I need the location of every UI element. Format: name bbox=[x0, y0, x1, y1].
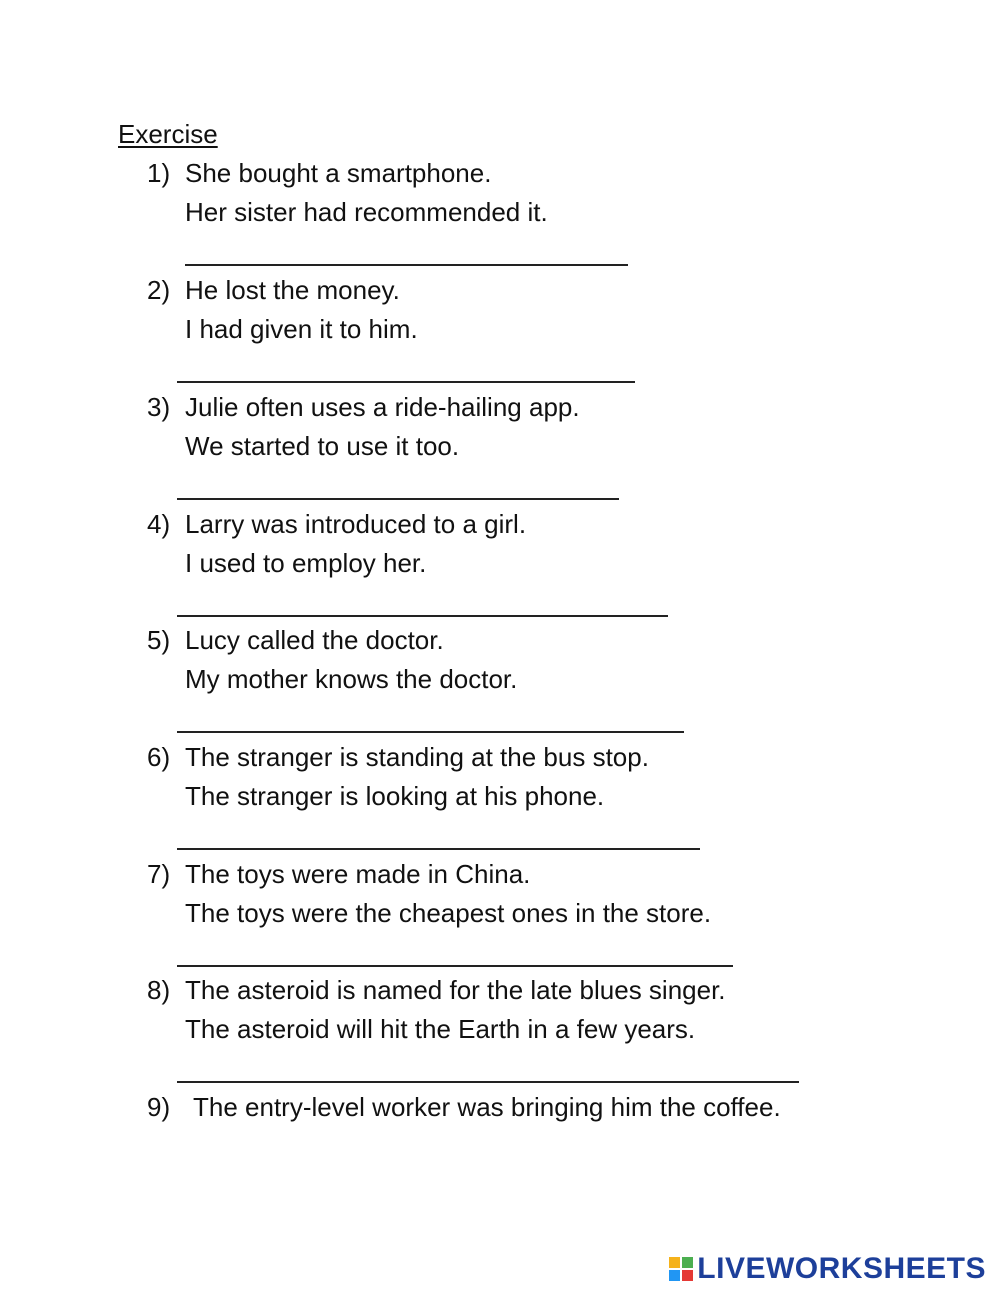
item-sentence: We started to use it too. bbox=[185, 431, 460, 461]
item-number: 9) bbox=[147, 1092, 171, 1122]
item-number: 5) bbox=[147, 625, 171, 655]
item-sentence: She bought a smartphone. bbox=[185, 158, 492, 188]
item-sentence: The entry-level worker was bringing him the coffee. bbox=[193, 1092, 781, 1122]
item-sentence: I had given it to him. bbox=[185, 314, 418, 344]
liveworksheets-logo-icon bbox=[669, 1257, 693, 1281]
answer-blank[interactable] bbox=[177, 965, 733, 967]
item-sentence: The stranger is looking at his phone. bbox=[185, 781, 605, 811]
item-number: 6) bbox=[147, 742, 171, 772]
answer-blank[interactable] bbox=[177, 731, 684, 733]
item-sentence: The toys were made in China. bbox=[185, 859, 531, 889]
item-number: 2) bbox=[147, 275, 171, 305]
item-sentence: He lost the money. bbox=[185, 275, 400, 305]
heading: Exercise bbox=[118, 119, 218, 149]
liveworksheets-logo-text: LIVEWORKSHEETS bbox=[697, 1252, 986, 1285]
item-number: 7) bbox=[147, 859, 171, 889]
item-number: 8) bbox=[147, 975, 171, 1005]
answer-blank[interactable] bbox=[177, 498, 619, 500]
answer-blank[interactable] bbox=[177, 848, 700, 850]
item-sentence: The stranger is standing at the bus stop. bbox=[185, 742, 649, 772]
item-number: 1) bbox=[147, 158, 171, 188]
item-sentence: Lucy called the doctor. bbox=[185, 625, 444, 655]
item-sentence: I used to employ her. bbox=[185, 548, 427, 578]
item-number: 4) bbox=[147, 509, 171, 539]
answer-blank[interactable] bbox=[177, 1081, 799, 1083]
item-sentence: The asteroid will hit the Earth in a few years. bbox=[185, 1014, 696, 1044]
item-sentence: Julie often uses a ride-hailing app. bbox=[185, 392, 580, 422]
item-number: 3) bbox=[147, 392, 171, 422]
item-sentence: Larry was introduced to a girl. bbox=[185, 509, 527, 539]
answer-blank[interactable] bbox=[177, 381, 635, 383]
answer-blank[interactable] bbox=[177, 615, 668, 617]
item-sentence: My mother knows the doctor. bbox=[185, 664, 518, 694]
item-sentence: Her sister had recommended it. bbox=[185, 197, 548, 227]
answer-blank[interactable] bbox=[185, 264, 628, 266]
item-sentence: The toys were the cheapest ones in the store. bbox=[185, 898, 712, 928]
liveworksheets-logo bbox=[669, 1252, 986, 1286]
item-sentence: The asteroid is named for the late blues singer. bbox=[185, 975, 726, 1005]
